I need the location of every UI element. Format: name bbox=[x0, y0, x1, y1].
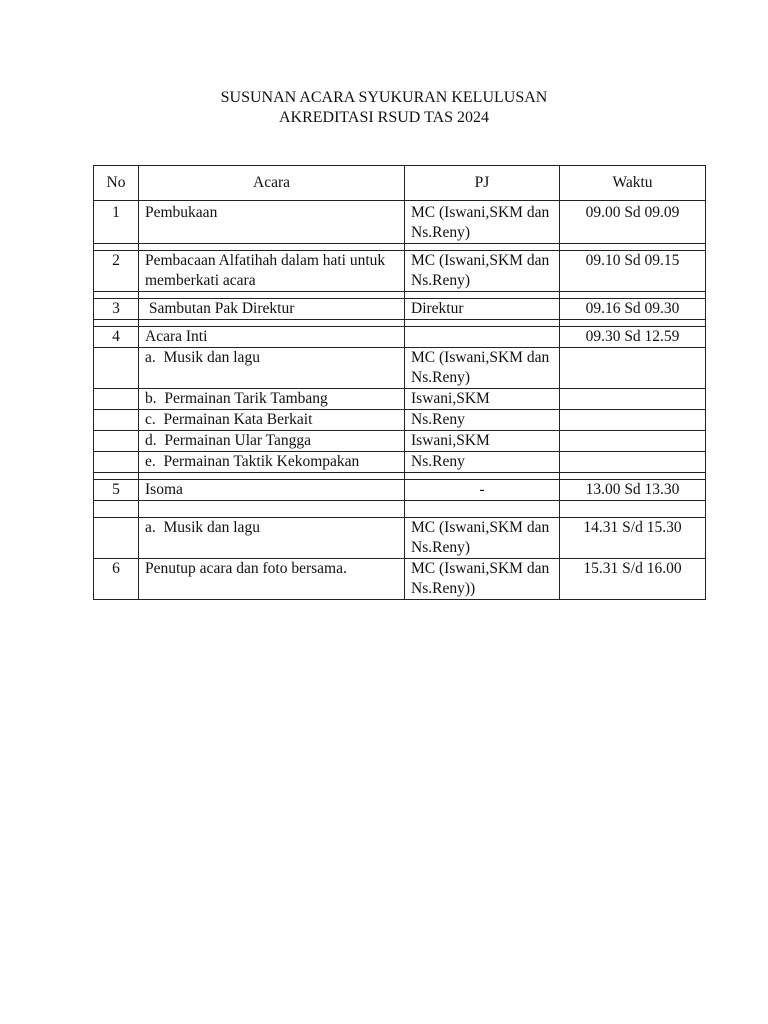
header-no: No bbox=[94, 166, 139, 201]
table-row bbox=[94, 201, 706, 244]
cell-acara: Isoma bbox=[139, 480, 405, 501]
cell-acara: Pembacaan Alfatihah dalam hati untuk memberkati acara bbox=[139, 251, 405, 292]
table-row bbox=[94, 389, 706, 410]
table-row bbox=[94, 251, 706, 292]
document-title bbox=[0, 88, 768, 128]
cell-no: 6 bbox=[94, 559, 139, 600]
spacer-row bbox=[94, 320, 706, 327]
cell-acara: e. Permainan Taktik Kekompakan bbox=[139, 452, 405, 473]
table-row bbox=[94, 559, 706, 600]
cell-pj bbox=[405, 327, 560, 348]
cell-pj: MC (Iswani,SKM dan Ns.Reny) bbox=[405, 251, 560, 292]
cell-no bbox=[94, 452, 139, 473]
cell-acara: Pembukaan bbox=[139, 201, 405, 244]
cell-acara: a. Musik dan lagu bbox=[139, 348, 405, 389]
spacer-row bbox=[94, 501, 706, 518]
cell-pj: MC (Iswani,SKM dan Ns.Reny)) bbox=[405, 559, 560, 600]
title-line-1: SUSUNAN ACARA SYUKURAN KELULUSAN bbox=[220, 89, 548, 106]
cell-no: 4 bbox=[94, 327, 139, 348]
header-acara: Acara bbox=[139, 166, 405, 201]
title-line-2: AKREDITASI RSUD TAS 2024 bbox=[278, 109, 490, 126]
cell-pj: MC (Iswani,SKM dan Ns.Reny) bbox=[405, 348, 560, 389]
cell-pj: MC (Iswani,SKM dan Ns.Reny) bbox=[405, 518, 560, 559]
cell-pj: Direktur bbox=[405, 299, 560, 320]
cell-no bbox=[94, 410, 139, 431]
cell-waktu: 14.31 S/d 15.30 bbox=[560, 518, 706, 559]
table-row bbox=[94, 452, 706, 473]
cell-no: 5 bbox=[94, 480, 139, 501]
cell-pj: MC (Iswani,SKM dan Ns.Reny) bbox=[405, 201, 560, 244]
table-row bbox=[94, 431, 706, 452]
spacer-row bbox=[94, 244, 706, 251]
cell-no: 2 bbox=[94, 251, 139, 292]
cell-pj: Ns.Reny bbox=[405, 410, 560, 431]
cell-waktu: 13.00 Sd 13.30 bbox=[560, 480, 706, 501]
header-waktu: Waktu bbox=[560, 166, 706, 201]
cell-no bbox=[94, 348, 139, 389]
cell-waktu: 09.30 Sd 12.59 bbox=[560, 327, 706, 348]
cell-waktu: 15.31 S/d 16.00 bbox=[560, 559, 706, 600]
cell-acara: Acara Inti bbox=[139, 327, 405, 348]
cell-waktu: 09.00 Sd 09.09 bbox=[560, 201, 706, 244]
header-pj: PJ bbox=[405, 166, 560, 201]
table-row bbox=[94, 327, 706, 348]
cell-waktu: 09.10 Sd 09.15 bbox=[560, 251, 706, 292]
cell-waktu bbox=[560, 389, 706, 410]
cell-waktu bbox=[560, 431, 706, 452]
cell-pj: - bbox=[405, 480, 560, 501]
cell-pj: Ns.Reny bbox=[405, 452, 560, 473]
cell-acara: a. Musik dan lagu bbox=[139, 518, 405, 559]
spacer-row bbox=[94, 292, 706, 299]
table-row bbox=[94, 348, 706, 389]
cell-pj: Iswani,SKM bbox=[405, 431, 560, 452]
cell-acara: Sambutan Pak Direktur bbox=[139, 299, 405, 320]
cell-acara: b. Permainan Tarik Tambang bbox=[139, 389, 405, 410]
cell-acara: d. Permainan Ular Tangga bbox=[139, 431, 405, 452]
cell-acara: c. Permainan Kata Berkait bbox=[139, 410, 405, 431]
table-row bbox=[94, 410, 706, 431]
cell-waktu bbox=[560, 452, 706, 473]
cell-no: 1 bbox=[94, 201, 139, 244]
table-row bbox=[94, 518, 706, 559]
table-row bbox=[94, 299, 706, 320]
spacer-row bbox=[94, 473, 706, 480]
cell-no: 3 bbox=[94, 299, 139, 320]
schedule-table bbox=[93, 165, 706, 600]
cell-waktu: 09.16 Sd 09.30 bbox=[560, 299, 706, 320]
table-header-row bbox=[94, 166, 706, 201]
cell-no bbox=[94, 431, 139, 452]
cell-acara: Penutup acara dan foto bersama. bbox=[139, 559, 405, 600]
cell-waktu bbox=[560, 348, 706, 389]
cell-no bbox=[94, 518, 139, 559]
cell-waktu bbox=[560, 410, 706, 431]
table-row bbox=[94, 480, 706, 501]
cell-no bbox=[94, 389, 139, 410]
cell-pj: Iswani,SKM bbox=[405, 389, 560, 410]
